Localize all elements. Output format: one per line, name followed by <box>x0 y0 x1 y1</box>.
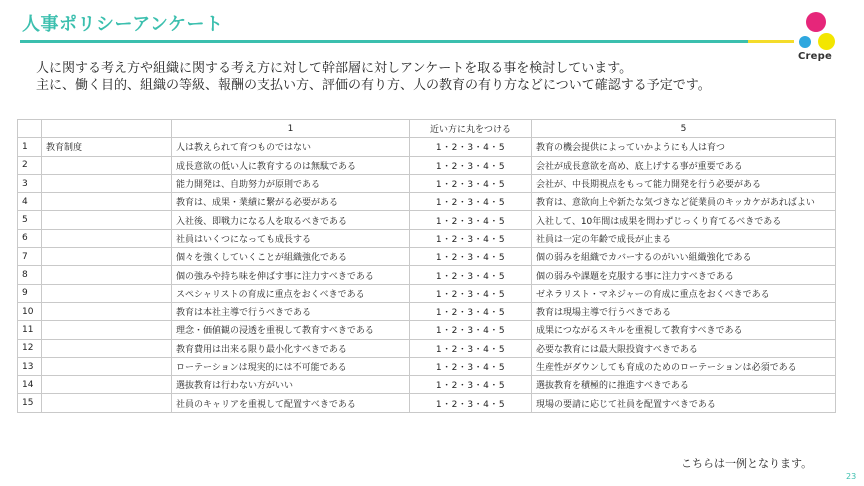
header-left-statement: 1 <box>172 120 410 138</box>
table-row <box>18 174 836 192</box>
row-right-statement: ゼネラリスト・マネジャーの育成に重点をおくべきである <box>532 284 836 302</box>
row-category <box>42 302 172 320</box>
row-scale[interactable]: 1・2・3・4・5 <box>410 284 532 302</box>
row-left-statement: 選抜教育は行わない方がいい <box>172 376 410 394</box>
table-header-row <box>18 120 836 138</box>
row-left-statement: 社員はいくつになっても成長する <box>172 229 410 247</box>
header-no <box>18 120 42 138</box>
row-scale[interactable]: 1・2・3・4・5 <box>410 211 532 229</box>
row-number: 7 <box>18 248 42 266</box>
row-number: 11 <box>18 321 42 339</box>
row-left-statement: スペシャリストの育成に重点をおくべきである <box>172 284 410 302</box>
header-right-statement: 5 <box>532 120 836 138</box>
row-number: 6 <box>18 229 42 247</box>
row-category <box>42 248 172 266</box>
row-right-statement: 入社して、10年間は成果を問わずじっくり育てるべきである <box>532 211 836 229</box>
row-scale[interactable]: 1・2・3・4・5 <box>410 339 532 357</box>
row-right-statement: 必要な教育には最大限投資すべきである <box>532 339 836 357</box>
row-left-statement: 教育費用は出来る限り最小化すべきである <box>172 339 410 357</box>
row-number: 5 <box>18 211 42 229</box>
table-row <box>18 248 836 266</box>
table-row <box>18 156 836 174</box>
row-number: 8 <box>18 266 42 284</box>
row-category <box>42 229 172 247</box>
row-category <box>42 376 172 394</box>
row-category <box>42 339 172 357</box>
row-category <box>42 211 172 229</box>
table-row <box>18 394 836 412</box>
intro-line-1: 人に関する考え方や組織に関する考え方に対して幹部層に対しアンケートを取る事を検討しています。 <box>36 61 633 76</box>
logo-yellow-dot <box>818 33 835 50</box>
row-left-statement: 入社後、即戦力になる人を取るべきである <box>172 211 410 229</box>
table-row <box>18 193 836 211</box>
table-row <box>18 266 836 284</box>
row-right-statement: 選抜教育を積極的に推進すべきである <box>532 376 836 394</box>
row-scale[interactable]: 1・2・3・4・5 <box>410 229 532 247</box>
row-category <box>42 321 172 339</box>
row-category: 教育制度 <box>42 138 172 156</box>
row-right-statement: 教育の機会提供によっていかようにも人は育つ <box>532 138 836 156</box>
table-row <box>18 357 836 375</box>
row-scale[interactable]: 1・2・3・4・5 <box>410 376 532 394</box>
logo-pink-dot <box>806 12 826 32</box>
row-number: 4 <box>18 193 42 211</box>
row-right-statement: 個の弱みを組織でカバーするのがいい組織強化である <box>532 248 836 266</box>
logo-blue-dot <box>799 36 811 48</box>
page-title: 人事ポリシーアンケート <box>22 14 224 35</box>
header-scale: 近い方に丸をつける <box>410 120 532 138</box>
row-category <box>42 284 172 302</box>
row-left-statement: 個々を強くしていくことが組織強化である <box>172 248 410 266</box>
table-row <box>18 138 836 156</box>
row-number: 2 <box>18 156 42 174</box>
row-number: 10 <box>18 302 42 320</box>
row-scale[interactable]: 1・2・3・4・5 <box>410 193 532 211</box>
row-number: 13 <box>18 357 42 375</box>
row-left-statement: 能力開発は、自助努力が原則である <box>172 174 410 192</box>
row-left-statement: 教育は本社主導で行うべきである <box>172 302 410 320</box>
title-underline <box>20 40 748 43</box>
row-left-statement: 理念・価値観の浸透を重視して教育すべきである <box>172 321 410 339</box>
table-row <box>18 376 836 394</box>
row-scale[interactable]: 1・2・3・4・5 <box>410 357 532 375</box>
row-scale[interactable]: 1・2・3・4・5 <box>410 266 532 284</box>
policy-survey-table <box>17 119 836 413</box>
row-left-statement: 成長意欲の低い人に教育するのは無駄である <box>172 156 410 174</box>
row-number: 3 <box>18 174 42 192</box>
title-underline-accent <box>748 40 794 43</box>
logo-text: Crepe <box>798 51 832 62</box>
row-number: 15 <box>18 394 42 412</box>
row-scale[interactable]: 1・2・3・4・5 <box>410 321 532 339</box>
row-scale[interactable]: 1・2・3・4・5 <box>410 174 532 192</box>
row-left-statement: 人は教えられて育つものではない <box>172 138 410 156</box>
row-scale[interactable]: 1・2・3・4・5 <box>410 156 532 174</box>
row-right-statement: 教育は現場主導で行うべきである <box>532 302 836 320</box>
intro-line-2: 主に、働く目的、組織の等級、報酬の支払い方、評価の有り方、人の教育の有り方などについて確認する予定です。 <box>36 78 711 93</box>
row-category <box>42 266 172 284</box>
row-scale[interactable]: 1・2・3・4・5 <box>410 138 532 156</box>
table-row <box>18 229 836 247</box>
row-category <box>42 156 172 174</box>
row-right-statement: 教育は、意欲向上や新たな気づきなど従業員のキッカケがあればよい <box>532 193 836 211</box>
row-category <box>42 174 172 192</box>
row-right-statement: 会社が、中長期視点をもって能力開発を行う必要がある <box>532 174 836 192</box>
intro-text <box>36 60 711 94</box>
row-left-statement: 社員のキャリアを重視して配置すべきである <box>172 394 410 412</box>
row-scale[interactable]: 1・2・3・4・5 <box>410 248 532 266</box>
header-category <box>42 120 172 138</box>
table-row <box>18 321 836 339</box>
row-category <box>42 394 172 412</box>
table-row <box>18 284 836 302</box>
row-left-statement: 個の強みや持ち味を伸ばす事に注力すべきである <box>172 266 410 284</box>
row-number: 14 <box>18 376 42 394</box>
footer-note: こちらは一例となります。 <box>681 457 813 470</box>
row-right-statement: 個の弱みや課題を克服する事に注力すべきである <box>532 266 836 284</box>
table-row <box>18 339 836 357</box>
row-number: 1 <box>18 138 42 156</box>
row-number: 12 <box>18 339 42 357</box>
row-scale[interactable]: 1・2・3・4・5 <box>410 394 532 412</box>
row-right-statement: 成果につながるスキルを重視して教育すべきである <box>532 321 836 339</box>
row-right-statement: 会社が成長意欲を高め、底上げする事が重要である <box>532 156 836 174</box>
row-category <box>42 193 172 211</box>
row-right-statement: 社員は一定の年齢で成長が止まる <box>532 229 836 247</box>
row-number: 9 <box>18 284 42 302</box>
row-right-statement: 現場の要請に応じて社員を配置すべきである <box>532 394 836 412</box>
row-right-statement: 生産性がダウンしても育成のためのローテーションは必須である <box>532 357 836 375</box>
table-row <box>18 211 836 229</box>
row-left-statement: ローテーションは現実的には不可能である <box>172 357 410 375</box>
table-row <box>18 302 836 320</box>
row-left-statement: 教育は、成果・業績に繋がる必要がある <box>172 193 410 211</box>
crepe-logo <box>796 10 846 66</box>
page-number: 23 <box>846 472 857 481</box>
row-scale[interactable]: 1・2・3・4・5 <box>410 302 532 320</box>
row-category <box>42 357 172 375</box>
